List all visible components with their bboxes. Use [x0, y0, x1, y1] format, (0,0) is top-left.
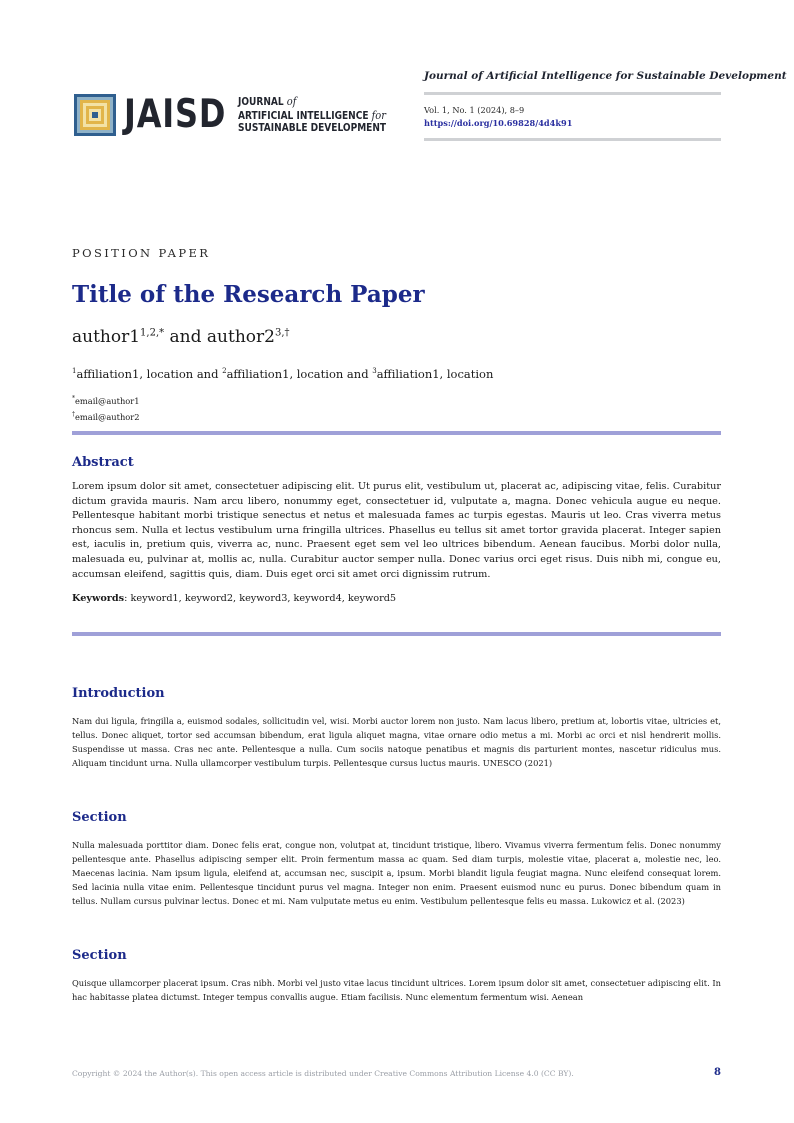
author-list	[72, 327, 721, 347]
abstract-text: Lorem ipsum dolor sit amet, consectetuer adipiscing elit. Ut purus elit, vestibulum ut, placerat ac, adipiscing vitae, felis. Curabitur dictum gravida mauris. Nam arcu libero, nonummy eget, consectetuer id, vulputate a, magna. Donec vehicula augue eu neque. Pellentesque habitant morbi tristique senectus et netus et malesuada fames ac turpis egestas. Mauris ut leo. Cras viverra metus rhoncus sem. Nulla et lectus vestibulum urna fringilla ultrices. Phasellus eu tellus sit amet tortor gravida placerat. Integer sapien est, iaculis in, pretium quis, viverra ac, nunc. Praesent eget sem vel leo ultrices bibendum. Aenean faucibus. Morbi dolor nulla, malesuada eu, pulvinar at, mollis ac, nulla. Curabitur auctor semper nulla. Donec varius orci eget risus. Duis nibh mi, congue eu, accumsan eleifend, sagittis quis, diam. Duis eget orci sit amet orci dignissim rutrum.	[72, 481, 721, 580]
abstract-rule-top	[72, 431, 721, 435]
keywords	[72, 593, 721, 604]
header-rule-bottom	[424, 138, 721, 141]
article-type: POSITION PAPER	[72, 246, 211, 260]
author-affil-marker: 1,2,*	[140, 327, 165, 339]
author-conjunction: and	[169, 327, 202, 347]
affil-marker: 3	[372, 367, 377, 376]
email-marker: †	[72, 410, 75, 418]
volume-info: Vol. 1, No. 1 (2024), 8–9	[424, 105, 525, 115]
journal-logo	[74, 94, 410, 136]
keywords-list: : keyword1, keyword2, keyword3, keyword4, keyword5	[124, 593, 397, 604]
doi-link[interactable]: https://doi.org/10.69828/4d4k91	[424, 118, 573, 128]
section-text: Quisque ullamcorper placerat ipsum. Cras nibh. Morbi vel justo vitae lacus tincidunt ultrices. Lorem ipsum dolor sit amet, consectetuer adipiscing elit. In hac habitasse platea dictumst. Integer tempus convallis augue. Etiam facilisis. Nunc elementum fermentum wisi. Aenean	[72, 978, 721, 1003]
journal-wordmark	[238, 95, 386, 135]
journal-full-name: Journal of Artificial Intelligence for Sustainable Development	[424, 70, 787, 82]
author-name: author1	[72, 327, 141, 347]
affiliation: affiliation1, location	[376, 367, 494, 381]
affiliation: affiliation1, location and	[76, 367, 223, 381]
journal-info	[424, 70, 787, 141]
author-name: author2	[206, 327, 275, 347]
header-rule-top	[424, 92, 721, 95]
affil-marker: 1	[72, 367, 77, 376]
copyright-notice: Copyright © 2024 the Author(s). This open access article is distributed under Creative Commons Attribution License 4.0 (CC BY).	[72, 1069, 574, 1078]
email-link[interactable]: email@author1	[75, 395, 140, 406]
journal-logo-mark	[74, 94, 116, 136]
abstract-heading: Abstract	[72, 455, 134, 470]
affil-marker: 2	[222, 367, 227, 376]
wordmark-for: for	[371, 107, 387, 122]
section-heading-introduction: Introduction	[72, 686, 165, 701]
wordmark-line1: JOURNAL	[238, 96, 284, 109]
email-link[interactable]: email@author2	[75, 411, 140, 422]
keywords-label: Keywords	[72, 593, 125, 604]
page-title: Title of the Research Paper	[72, 281, 425, 308]
section-heading: Section	[72, 948, 127, 963]
wordmark-line3: SUSTAINABLE DEVELOPMENT	[238, 122, 387, 135]
section-text: Nulla malesuada porttitor diam. Donec felis erat, congue non, volutpat at, tincidunt tristique, libero. Vivamus viverra fermentum felis. Donec nonummy pellentesque ante. Phasellus adipiscing semper elit. Proin fermentum massa ac quam. Sed diam turpis, molestie vitae, placerat a, molestie nec, leo. Maecenas lacinia. Nam ipsum ligula, eleifend at, accumsan nec, suscipit a, ipsum. Morbi blandit ligula feugiat magna. Nunc eleifend consequat lorem. Sed lacinia nulla vitae enim. Pellentesque tincidunt purus vel magna. Integer non enim. Praesent euismod nunc eu purus. Donec bibendum quam in tellus. Nullam cursus pulvinar lectus. Donec et mi. Nam vulputate metus eu enim. Vestibulum pellentesque felis eu massa. Lukowicz et al. (2023)	[72, 840, 721, 907]
section-heading: Section	[72, 810, 127, 825]
author-affil-marker: 3,†	[274, 327, 290, 339]
wordmark-line2: ARTIFICIAL INTELLIGENCE	[238, 109, 369, 122]
email-marker: *	[72, 395, 75, 402]
abstract-rule-bottom	[72, 632, 721, 636]
journal-acronym: JAISD	[124, 92, 227, 137]
wordmark-of: of	[286, 94, 297, 109]
affiliation: affiliation1, location and	[226, 367, 373, 381]
section-text-introduction: Nam dui ligula, fringilla a, euismod sodales, sollicitudin vel, wisi. Morbi auctor lorem non justo. Nam lacus libero, pretium at, lobortis vitae, ultricies et, tellus. Donec aliquet, tortor sed accumsan bibendum, erat ligula aliquet magna, vitae ornare odio metus a mi. Morbi ac orci et nisl hendrerit mollis. Suspendisse ut massa. Cras nec ante. Pellentesque a nulla. Cum sociis natoque penatibus et magnis dis parturient montes, nascetur ridiculus mus. Aliquam tincidunt urna. Nulla ullamcorper vestibulum turpis. Pellentesque cursus luctus mauris. UNESCO (2021)	[72, 716, 721, 769]
correspondence-emails	[72, 392, 721, 424]
affiliations	[72, 367, 721, 381]
page-number: 8	[714, 1067, 721, 1078]
